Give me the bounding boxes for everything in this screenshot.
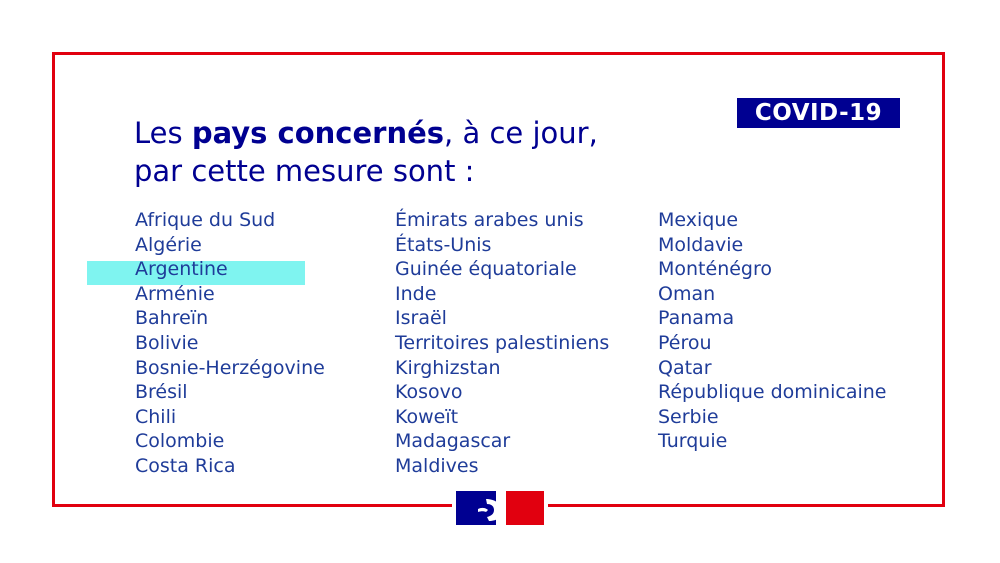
country-item: Costa Rica [135, 454, 236, 477]
country-item: Bahreïn [135, 307, 209, 330]
country-item: Chili [135, 405, 177, 428]
country-item: Colombie [135, 430, 225, 453]
country-item: Inde [395, 282, 437, 305]
country-item: Panama [658, 307, 735, 330]
country-item: République dominicaine [658, 381, 887, 404]
country-item: Algérie [135, 233, 202, 256]
country-item: Pérou [658, 331, 712, 354]
headline-line2: par cette mesure sont : [134, 154, 475, 188]
headline-bold: pays concernés [191, 116, 445, 150]
country-column-2 [395, 208, 609, 479]
country-item: Mexique [658, 209, 739, 231]
country-item: Brésil [135, 381, 188, 404]
country-item: Oman [658, 282, 716, 305]
country-item: Turquie [658, 430, 728, 453]
country-item: Arménie [135, 282, 215, 305]
headline-part1: Les [134, 116, 192, 150]
country-item: Kirghizstan [395, 356, 501, 379]
country-item: Moldavie [658, 233, 744, 256]
headline [134, 114, 598, 190]
country-item: Bosnie-Herzégovine [135, 356, 325, 379]
country-item: États-Unis [395, 233, 492, 256]
country-item: Afrique du Sud [135, 209, 276, 231]
country-item: Émirats arabes unis [395, 209, 584, 231]
country-item: Kosovo [395, 381, 463, 404]
country-item: Maldives [395, 454, 479, 477]
marianne-logo-icon [452, 490, 548, 526]
country-item: Qatar [658, 356, 712, 379]
country-item: Serbie [658, 405, 719, 428]
country-item-highlighted: Argentine [135, 258, 228, 281]
country-item: Koweït [395, 405, 459, 428]
country-item: Guinée équatoriale [395, 258, 577, 281]
country-item: Monténégro [658, 258, 773, 281]
tricolor-flag-icon [456, 491, 544, 525]
country-item: Israël [395, 307, 447, 330]
country-column-1 [135, 208, 325, 479]
country-item: Territoires palestiniens [395, 331, 610, 354]
country-column-3 [658, 208, 886, 454]
country-item: Madagascar [395, 430, 511, 453]
covid-badge: COVID-19 [737, 98, 900, 128]
headline-part2: , à ce jour, [444, 116, 598, 150]
country-item: Bolivie [135, 331, 199, 354]
